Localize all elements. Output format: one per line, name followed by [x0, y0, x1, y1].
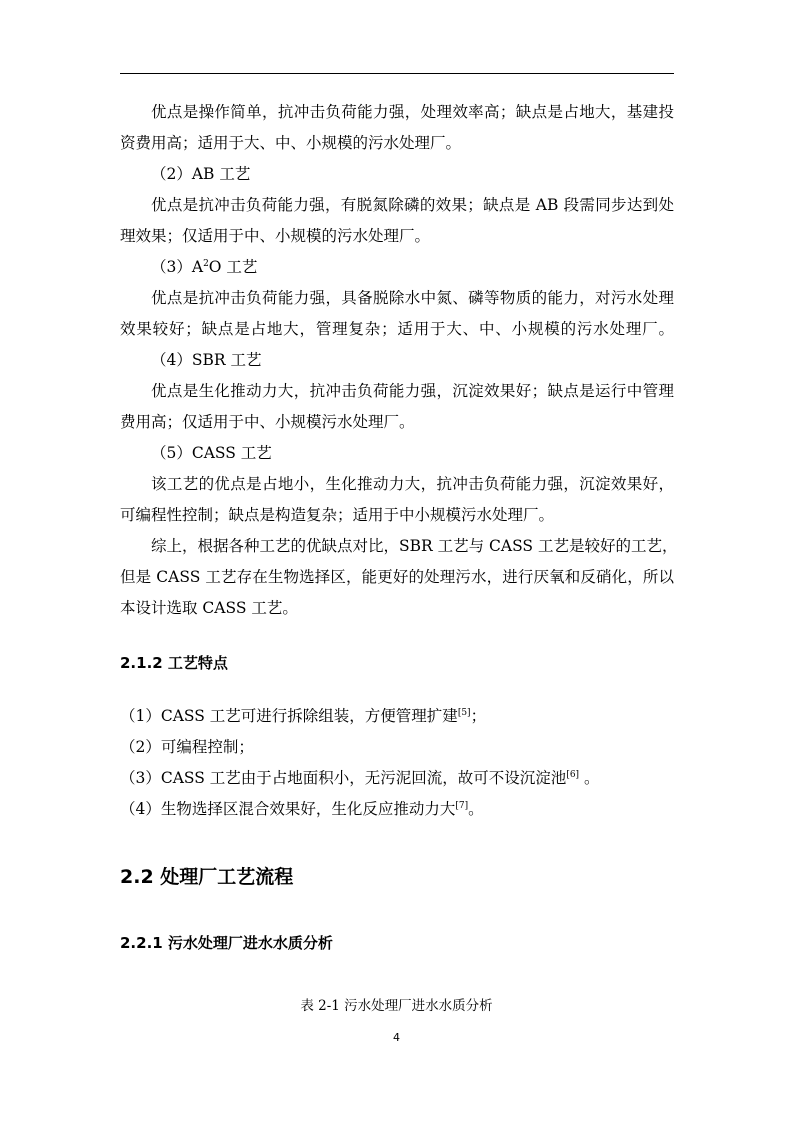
subheading-a2o: $(3)A^2O$ 工艺 — [151, 258, 258, 276]
paragraph-line: 优点是生化推动力大，抗冲击负荷能力强，沉淀效果好；缺点是运行中管理 — [151, 382, 674, 400]
section-heading-2-1-2: 2.1.2 工艺特点 — [120, 654, 228, 672]
paragraph-line: 理效果；仅适用于中、小规模的污水处理厂。 — [120, 227, 431, 245]
feature-item: （1）CASS 工艺可进行拆除组装，方便管理扩建[5]； — [120, 707, 487, 725]
paragraph-line: 优点是操作简单，抗冲击负荷能力强，处理效率高；缺点是占地大，基建投 — [151, 103, 674, 121]
paragraph-line: 效果较好；缺点是占地大，管理复杂；适用于大、中、小规模的污水处理厂。 — [120, 320, 674, 338]
section-heading-2-2: 2.2 处理厂工艺流程 — [120, 866, 294, 888]
page-number: 4 — [393, 1031, 400, 1044]
table-caption: 表 2-1 污水处理厂进水水质分析 — [300, 998, 493, 1014]
paragraph-line: 该工艺的优点是占地小，生化推动力大，抗冲击负荷能力强，沉淀效果好， — [151, 475, 674, 493]
feature-item: （3）CASS 工艺由于占地面积小，无污泥回流，故可不设沉淀池[6] 。 — [120, 769, 600, 787]
section-heading-2-2-1: 2.2.1 污水处理厂进水水质分析 — [120, 934, 333, 952]
paragraph-line: 优点是抗冲击负荷能力强，具备脱除水中氮、磷等物质的能力，对污水处理 — [151, 289, 674, 307]
feature-item: （4）生物选择区混合效果好，生化反应推动力大[7]。 — [120, 800, 484, 818]
paragraph-line: 但是 CASS 工艺存在生物选择区，能更好的处理污水，进行厌氧和反硝化，所以 — [120, 568, 674, 586]
paragraph-line: 优点是抗冲击负荷能力强，有脱氮除磷的效果；缺点是 AB 段需同步达到处 — [151, 196, 674, 214]
paragraph-line: 本设计选取 CASS 工艺。 — [120, 599, 298, 617]
subheading-ab: （2）AB 工艺 — [151, 165, 251, 183]
subheading-cass: （5）CASS 工艺 — [151, 444, 272, 462]
feature-item: （2）可编程控制； — [120, 738, 254, 756]
subheading-sbr: （4）SBR 工艺 — [151, 351, 262, 369]
paragraph-line: 费用高；仅适用于中、小规模污水处理厂。 — [120, 413, 415, 431]
paragraph-line: 综上，根据各种工艺的优缺点对比，SBR 工艺与 CASS 工艺是较好的工艺， — [151, 537, 678, 555]
paragraph-line: 资费用高；适用于大、中、小规模的污水处理厂。 — [120, 134, 462, 152]
paragraph-line: 可编程性控制；缺点是构造复杂；适用于中小规模污水处理厂。 — [120, 506, 555, 524]
header-rule — [120, 73, 674, 74]
